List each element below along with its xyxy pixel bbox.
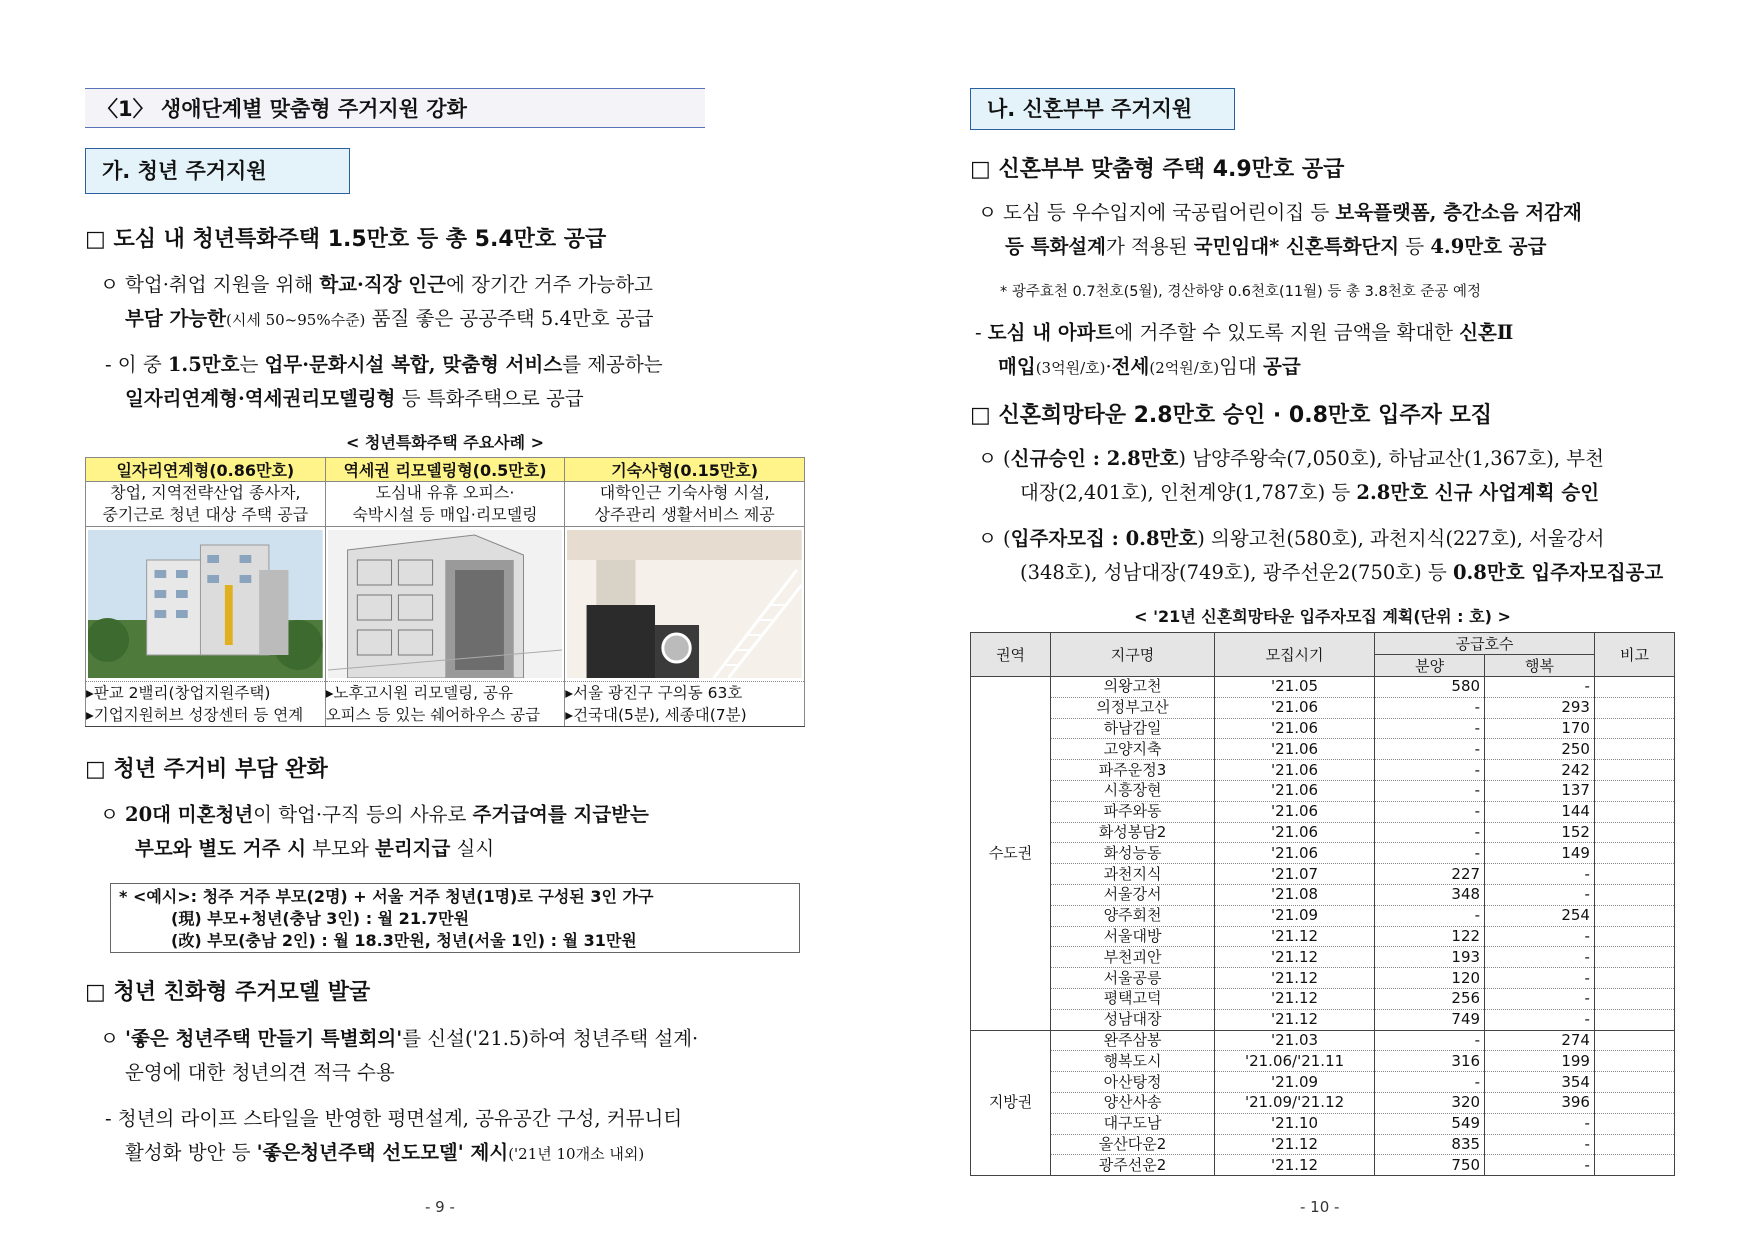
paragraph-line: [125, 302, 653, 337]
table-row: [971, 718, 1675, 739]
text-span: 매입: [998, 355, 1036, 378]
table-row: [971, 1134, 1675, 1155]
period-cell: '21.09/'21.12: [1214, 1092, 1374, 1113]
case-example: [325, 682, 565, 727]
paragraph-line: [100, 798, 649, 832]
table-row: [971, 864, 1675, 885]
text-span: 신혼Ⅱ: [1459, 321, 1514, 344]
note-cell: [1594, 947, 1674, 968]
happy-cell: 170: [1485, 718, 1595, 739]
table-row: [971, 697, 1675, 718]
happy-cell: 152: [1485, 822, 1595, 843]
period-cell: '21.12: [1214, 1155, 1374, 1176]
sale-cell: 749: [1375, 1009, 1485, 1030]
case-example-line: ▸기업지원허브 성장센터 등 연계: [86, 706, 304, 724]
text-span: ㅇ: [100, 803, 126, 826]
case-head: 일자리연계형(0.86만호): [86, 458, 326, 482]
case-desc: [565, 482, 805, 527]
table-row: [971, 926, 1675, 947]
happy-cell: -: [1485, 947, 1595, 968]
sale-cell: -: [1375, 822, 1485, 843]
district-cell: 서울공릉: [1051, 968, 1215, 989]
paragraph-line: [975, 316, 1513, 350]
note-cell: [1594, 884, 1674, 905]
note-cell: [1594, 718, 1674, 739]
case-desc-line: 도심내 유휴 오피스·: [375, 483, 515, 502]
text-span: 활성화 방안 등: [125, 1141, 257, 1164]
period-cell: '21.12: [1214, 926, 1374, 947]
case-head: 기숙사형(0.15만호): [565, 458, 805, 482]
text-span: ('21년 10개소 내외): [508, 1145, 645, 1163]
period-cell: '21.06/'21.11: [1214, 1051, 1374, 1072]
text-span: 국민임대: [1193, 235, 1270, 258]
happy-cell: -: [1485, 968, 1595, 989]
note-cell: [1594, 1072, 1674, 1093]
case-example: [565, 682, 805, 727]
district-cell: 화성능동: [1051, 843, 1215, 864]
note-cell: [1594, 697, 1674, 718]
happy-cell: -: [1485, 1155, 1595, 1176]
paragraph-line: [135, 832, 494, 866]
example-line: (改) 부모(충남 2인) : 월 18.3만원, 청년(서울 1인) : 월 31만원: [171, 931, 637, 950]
period-cell: '21.12: [1214, 1134, 1374, 1155]
example-line: * <예시>: 청주 거주 부모(2명) + 서울 거주 청년(1명)로 구성된 3인 가구: [119, 887, 654, 906]
case-photo-cell: [86, 527, 326, 682]
note-cell: [1594, 926, 1674, 947]
text-span: 에 장기간 거주 가능하고: [445, 273, 653, 296]
text-span: 를 신설('21.5)하여 청년주택 설계·: [402, 1027, 699, 1050]
district-cell: 광주선운2: [1051, 1155, 1215, 1176]
case-desc-line: 창업, 지역전략산업 종사자,: [110, 483, 301, 502]
happy-cell: 137: [1485, 780, 1595, 801]
sale-cell: -: [1375, 905, 1485, 926]
col-sale: 분양: [1375, 655, 1485, 677]
sale-cell: -: [1375, 760, 1485, 781]
col-district: 지구명: [1051, 633, 1215, 677]
paragraph-line: [100, 268, 653, 302]
case-example-line: ▸노후고시원 리모델링, 공유: [325, 684, 513, 702]
text-span: 가 적용된: [1105, 235, 1194, 258]
happy-cell: 144: [1485, 801, 1595, 822]
sale-cell: 256: [1375, 988, 1485, 1009]
sale-cell: 549: [1375, 1113, 1485, 1134]
text-span: ㅇ (: [978, 527, 1011, 550]
district-cell: 고양지축: [1051, 739, 1215, 760]
case-example-line: ▸판교 2밸리(창업지원주택): [86, 684, 271, 702]
table-row: [971, 843, 1675, 864]
apartment-photo: [88, 530, 323, 678]
period-cell: '21.09: [1214, 1072, 1374, 1093]
text-span: 품질 좋은 공공주택 5.4만호 공급: [365, 307, 654, 330]
period-cell: '21.12: [1214, 947, 1374, 968]
table-row: [971, 1030, 1675, 1051]
text-span: 4.9만호 공급: [1430, 235, 1547, 258]
paragraph-line: [125, 1136, 644, 1171]
text-span: 공급: [1263, 355, 1301, 378]
period-cell: '21.10: [1214, 1113, 1374, 1134]
text-span: 2.8만호 신규 사업계획 승인: [1356, 481, 1600, 504]
table-row: [971, 760, 1675, 781]
period-cell: '21.12: [1214, 1009, 1374, 1030]
text-span: ㅇ (: [978, 447, 1011, 470]
col-happy: 행복: [1485, 655, 1595, 677]
paragraph-line: [1020, 556, 1663, 590]
note-cell: [1594, 905, 1674, 926]
text-span: 도심 내 아파트: [987, 321, 1115, 344]
col-supply: 공급호수: [1375, 633, 1595, 655]
sale-cell: -: [1375, 843, 1485, 864]
district-cell: 과천지식: [1051, 864, 1215, 885]
period-cell: '21.06: [1214, 822, 1374, 843]
remodeling-rendering: [328, 530, 563, 678]
note-cell: [1594, 780, 1674, 801]
text-span: 업무·문화시설 복합, 맞춤형 서비스: [264, 353, 563, 376]
happy-cell: -: [1485, 864, 1595, 885]
table-row: [971, 1113, 1675, 1134]
page-number: - 9 -: [425, 1198, 455, 1216]
text-span: (348호), 성남대장(749호), 광주선운2(750호) 등: [1020, 561, 1453, 584]
col-period: 모집시기: [1214, 633, 1374, 677]
happy-cell: 250: [1485, 739, 1595, 760]
happy-cell: 254: [1485, 905, 1595, 926]
happy-cell: 199: [1485, 1051, 1595, 1072]
text-span: 보육플랫폼, 층간소음 저감재: [1335, 201, 1582, 224]
text-span: '좋은 청년주택 만들기 특별회의': [125, 1027, 403, 1050]
district-cell: 의정부고산: [1051, 697, 1215, 718]
text-span: 이 학업·구직 등의 사유로: [253, 803, 473, 826]
district-cell: 행복도시: [1051, 1051, 1215, 1072]
heading-youth-housing-supply: □ 도심 내 청년특화주택 1.5만호 등 총 5.4만호 공급: [85, 227, 607, 252]
text-span: (시세 50~95%수준): [225, 311, 366, 329]
district-cell: 서울강서: [1051, 884, 1215, 905]
sale-cell: -: [1375, 739, 1485, 760]
period-cell: '21.12: [1214, 968, 1374, 989]
text-span: ) 의왕고천(580호), 과천지식(227호), 서울강서: [1197, 527, 1605, 550]
period-cell: '21.06: [1214, 718, 1374, 739]
note-cell: [1594, 1030, 1674, 1051]
note-cell: [1594, 1155, 1674, 1176]
paragraph-line: [125, 382, 584, 416]
period-cell: '21.05: [1214, 677, 1374, 698]
sale-cell: 750: [1375, 1155, 1485, 1176]
text-span: - 이 중: [105, 353, 168, 376]
happy-cell: 354: [1485, 1072, 1595, 1093]
text-span: ㅇ 도심 등 우수입지에 국공립어린이집 등: [978, 201, 1336, 224]
note-cell: [1594, 843, 1674, 864]
sale-cell: 227: [1375, 864, 1485, 885]
period-cell: '21.06: [1214, 760, 1374, 781]
text-span: 임대: [1219, 355, 1264, 378]
happy-cell: 293: [1485, 697, 1595, 718]
district-cell: 시흥장현: [1051, 780, 1215, 801]
col-note: 비고: [1594, 633, 1674, 677]
district-cell: 서울대방: [1051, 926, 1215, 947]
happy-cell: -: [1485, 988, 1595, 1009]
text-span: 는: [239, 353, 265, 376]
case-example: [86, 682, 326, 727]
note-cell: [1594, 1009, 1674, 1030]
case-desc-line: 숙박시설 등 매입·리모델링: [352, 505, 538, 524]
table-row: [971, 884, 1675, 905]
text-span: ·: [1105, 355, 1112, 378]
district-cell: 양산사송: [1051, 1092, 1215, 1113]
table-row: [971, 822, 1675, 843]
period-cell: '21.09: [1214, 905, 1374, 926]
case-desc-line: 상주관리 생활서비스 제공: [594, 505, 775, 524]
note-cell: [1594, 760, 1674, 781]
subsection-youth-text: 가. 청년 주거지원: [102, 159, 267, 183]
sale-cell: 193: [1375, 947, 1485, 968]
paragraph-line: [1020, 476, 1599, 510]
district-cell: 울산다운2: [1051, 1134, 1215, 1155]
note-cell: [1594, 864, 1674, 885]
text-span: 20대 미혼청년: [125, 803, 254, 826]
district-cell: 양주회천: [1051, 905, 1215, 926]
note-cell: [1594, 677, 1674, 698]
happy-cell: 149: [1485, 843, 1595, 864]
text-span: 전세: [1111, 355, 1150, 378]
subsection-newlywed: [970, 88, 1235, 130]
table-row: [971, 739, 1675, 760]
district-cell: 대구도남: [1051, 1113, 1215, 1134]
text-span: (2억원/호): [1149, 359, 1220, 377]
case-example-line: ▸서울 광진구 구의동 63호: [565, 684, 743, 702]
paragraph-line: [978, 196, 1582, 230]
text-span: 일자리연계형·역세권리모델링형: [125, 387, 396, 410]
text-span: 실시: [450, 837, 495, 860]
text-span: '좋은청년주택 선도모델' 제시: [256, 1141, 509, 1164]
case-example-line: 오피스 등 있는 쉐어하우스 공급: [325, 706, 541, 724]
col-region: 권역: [971, 633, 1051, 677]
text-span: ㅇ: [100, 1027, 126, 1050]
text-span: 등 특화주택으로 공급: [395, 387, 584, 410]
happy-cell: 242: [1485, 760, 1595, 781]
section-title: [85, 88, 705, 128]
note-cell: [1594, 822, 1674, 843]
sale-cell: -: [1375, 697, 1485, 718]
district-cell: 평택고덕: [1051, 988, 1215, 1009]
sale-cell: 580: [1375, 677, 1485, 698]
case-desc: [86, 482, 326, 527]
sale-cell: 122: [1375, 926, 1485, 947]
heading-youth-housing-model: □ 청년 친화형 주거모델 발굴: [85, 980, 371, 1005]
note-cell: [1594, 1051, 1674, 1072]
note-cell: [1594, 801, 1674, 822]
example-line: (現) 부모+청년(충남 3인) : 월 21.7만원: [171, 909, 470, 928]
heading-youth-housing-cost: □ 청년 주거비 부담 완화: [85, 757, 328, 782]
note-cell: [1594, 988, 1674, 1009]
happy-cell: 396: [1485, 1092, 1595, 1113]
district-cell: 성남대장: [1051, 1009, 1215, 1030]
example-box: [110, 883, 800, 953]
table-row: [971, 905, 1675, 926]
paragraph-line: 운영에 대한 청년의견 적극 수용: [125, 1061, 395, 1084]
happy-cell: -: [1485, 1009, 1595, 1030]
table-row: [971, 1155, 1675, 1176]
table-row: [971, 947, 1675, 968]
sale-cell: 120: [1375, 968, 1485, 989]
table-row: [971, 988, 1675, 1009]
table-row: [971, 1051, 1675, 1072]
text-span: * 신혼특화단지: [1269, 235, 1400, 258]
text-span: 분리지급: [375, 837, 451, 860]
case-photo-cell: [565, 527, 805, 682]
period-cell: '21.08: [1214, 884, 1374, 905]
region-cell: 지방권: [971, 1030, 1051, 1176]
table-row: [971, 968, 1675, 989]
happy-cell: -: [1485, 884, 1595, 905]
happy-cell: 274: [1485, 1030, 1595, 1051]
text-span: -: [975, 321, 988, 344]
note-cell: [1594, 1113, 1674, 1134]
district-cell: 파주와동: [1051, 801, 1215, 822]
paragraph-line: [100, 1022, 698, 1056]
district-cell: 의왕고천: [1051, 677, 1215, 698]
district-cell: 아산탕정: [1051, 1072, 1215, 1093]
subsection-newlywed-text: 나. 신혼부부 주거지원: [987, 97, 1193, 121]
district-cell: 완주삼봉: [1051, 1030, 1215, 1051]
dormitory-interior-photo: [567, 530, 802, 678]
text-span: 부모와 별도 거주 시: [135, 837, 307, 860]
note-cell: [1594, 968, 1674, 989]
period-cell: '21.06: [1214, 697, 1374, 718]
table-row: [971, 1072, 1675, 1093]
case-desc-line: 대학인근 기숙사형 시설,: [599, 483, 770, 502]
region-cell: 수도권: [971, 677, 1051, 1031]
case-head: 역세권 리모델링형(0.5만호): [325, 458, 565, 482]
table-row: [971, 780, 1675, 801]
paragraph-line: [978, 522, 1604, 556]
table-row: [971, 1009, 1675, 1030]
period-cell: '21.06: [1214, 739, 1374, 760]
happy-cell: -: [1485, 1134, 1595, 1155]
period-cell: '21.06: [1214, 801, 1374, 822]
subsection-youth: [85, 148, 350, 194]
table-row: [971, 1092, 1675, 1113]
period-cell: '21.06: [1214, 843, 1374, 864]
footnote: * 광주효천 0.7천호(5월), 경산하양 0.6천호(11월) 등 총 3.8천호 준공 예정: [1000, 284, 1481, 300]
paragraph-line: - 청년의 라이프 스타일을 반영한 평면설계, 공유공간 구성, 커뮤니티: [105, 1107, 683, 1130]
sale-cell: -: [1375, 1072, 1485, 1093]
text-span: 부담 가능한: [125, 307, 226, 330]
heading-newlywed-supply: □ 신혼부부 맞춤형 주택 4.9만호 공급: [970, 157, 1345, 182]
paragraph-line: [998, 350, 1301, 385]
recruitment-plan-body: [971, 677, 1675, 1176]
text-span: 학교·직장 인근: [319, 273, 446, 296]
text-span: 에 거주할 수 있도록 지원 금액을 확대한: [1114, 321, 1460, 344]
case-photo-cell: [325, 527, 565, 682]
sale-cell: -: [1375, 1030, 1485, 1051]
text-span: 0.8만호 입주자모집공고: [1452, 561, 1664, 584]
district-cell: 화성봉담2: [1051, 822, 1215, 843]
case-caption: < 청년특화주택 주요사례 >: [345, 433, 545, 452]
paragraph-line: [105, 348, 663, 382]
sale-cell: 348: [1375, 884, 1485, 905]
happy-cell: -: [1485, 926, 1595, 947]
case-desc-line: 중기근로 청년 대상 주택 공급: [102, 505, 309, 524]
text-span: 등: [1399, 235, 1431, 258]
text-span: 부모와: [306, 837, 375, 860]
paragraph-line: [1005, 230, 1546, 264]
happy-cell: -: [1485, 1113, 1595, 1134]
note-cell: [1594, 1092, 1674, 1113]
period-cell: '21.06: [1214, 780, 1374, 801]
youth-case-table: [85, 457, 805, 727]
recruitment-plan-table: [970, 632, 1675, 1176]
note-cell: [1594, 739, 1674, 760]
section-title-text: 〈1〉 생애단계별 맞춤형 주거지원 강화: [97, 97, 467, 121]
text-span: 신규승인 : 2.8만호: [1010, 447, 1179, 470]
table-caption: < '21년 신혼희망타운 입주자모집 계획(단위 : 호) >: [1134, 607, 1511, 626]
district-cell: 하남감일: [1051, 718, 1215, 739]
text-span: ) 남양주왕숙(7,050호), 하남교산(1,367호), 부천: [1178, 447, 1604, 470]
sale-cell: -: [1375, 780, 1485, 801]
text-span: ㅇ 학업·취업 지원을 위해: [100, 273, 320, 296]
case-example-line: ▸건국대(5분), 세종대(7분): [565, 706, 747, 724]
note-cell: [1594, 1134, 1674, 1155]
happy-cell: -: [1485, 677, 1595, 698]
district-cell: 부천괴안: [1051, 947, 1215, 968]
sale-cell: 320: [1375, 1092, 1485, 1113]
sale-cell: 316: [1375, 1051, 1485, 1072]
text-span: 를 제공하는: [562, 353, 663, 376]
text-span: (3억원/호): [1035, 359, 1106, 377]
period-cell: '21.12: [1214, 988, 1374, 1009]
text-span: 입주자모집 : 0.8만호: [1010, 527, 1198, 550]
period-cell: '21.07: [1214, 864, 1374, 885]
district-cell: 파주운정3: [1051, 760, 1215, 781]
text-span: 대장(2,401호), 인천계양(1,787호) 등: [1020, 481, 1357, 504]
heading-newlywed-town: □ 신혼희망타운 2.8만호 승인 · 0.8만호 입주자 모집: [970, 403, 1492, 428]
page-number: - 10 -: [1300, 1198, 1340, 1216]
sale-cell: -: [1375, 801, 1485, 822]
case-desc: [325, 482, 565, 527]
sale-cell: 835: [1375, 1134, 1485, 1155]
text-span: 등 특화설계: [1005, 235, 1106, 258]
text-span: 1.5만호: [167, 353, 240, 376]
period-cell: '21.03: [1214, 1030, 1374, 1051]
table-row: [971, 677, 1675, 698]
text-span: 주거급여를 지급받는: [472, 803, 649, 826]
table-row: [971, 801, 1675, 822]
sale-cell: -: [1375, 718, 1485, 739]
paragraph-line: [978, 442, 1604, 476]
